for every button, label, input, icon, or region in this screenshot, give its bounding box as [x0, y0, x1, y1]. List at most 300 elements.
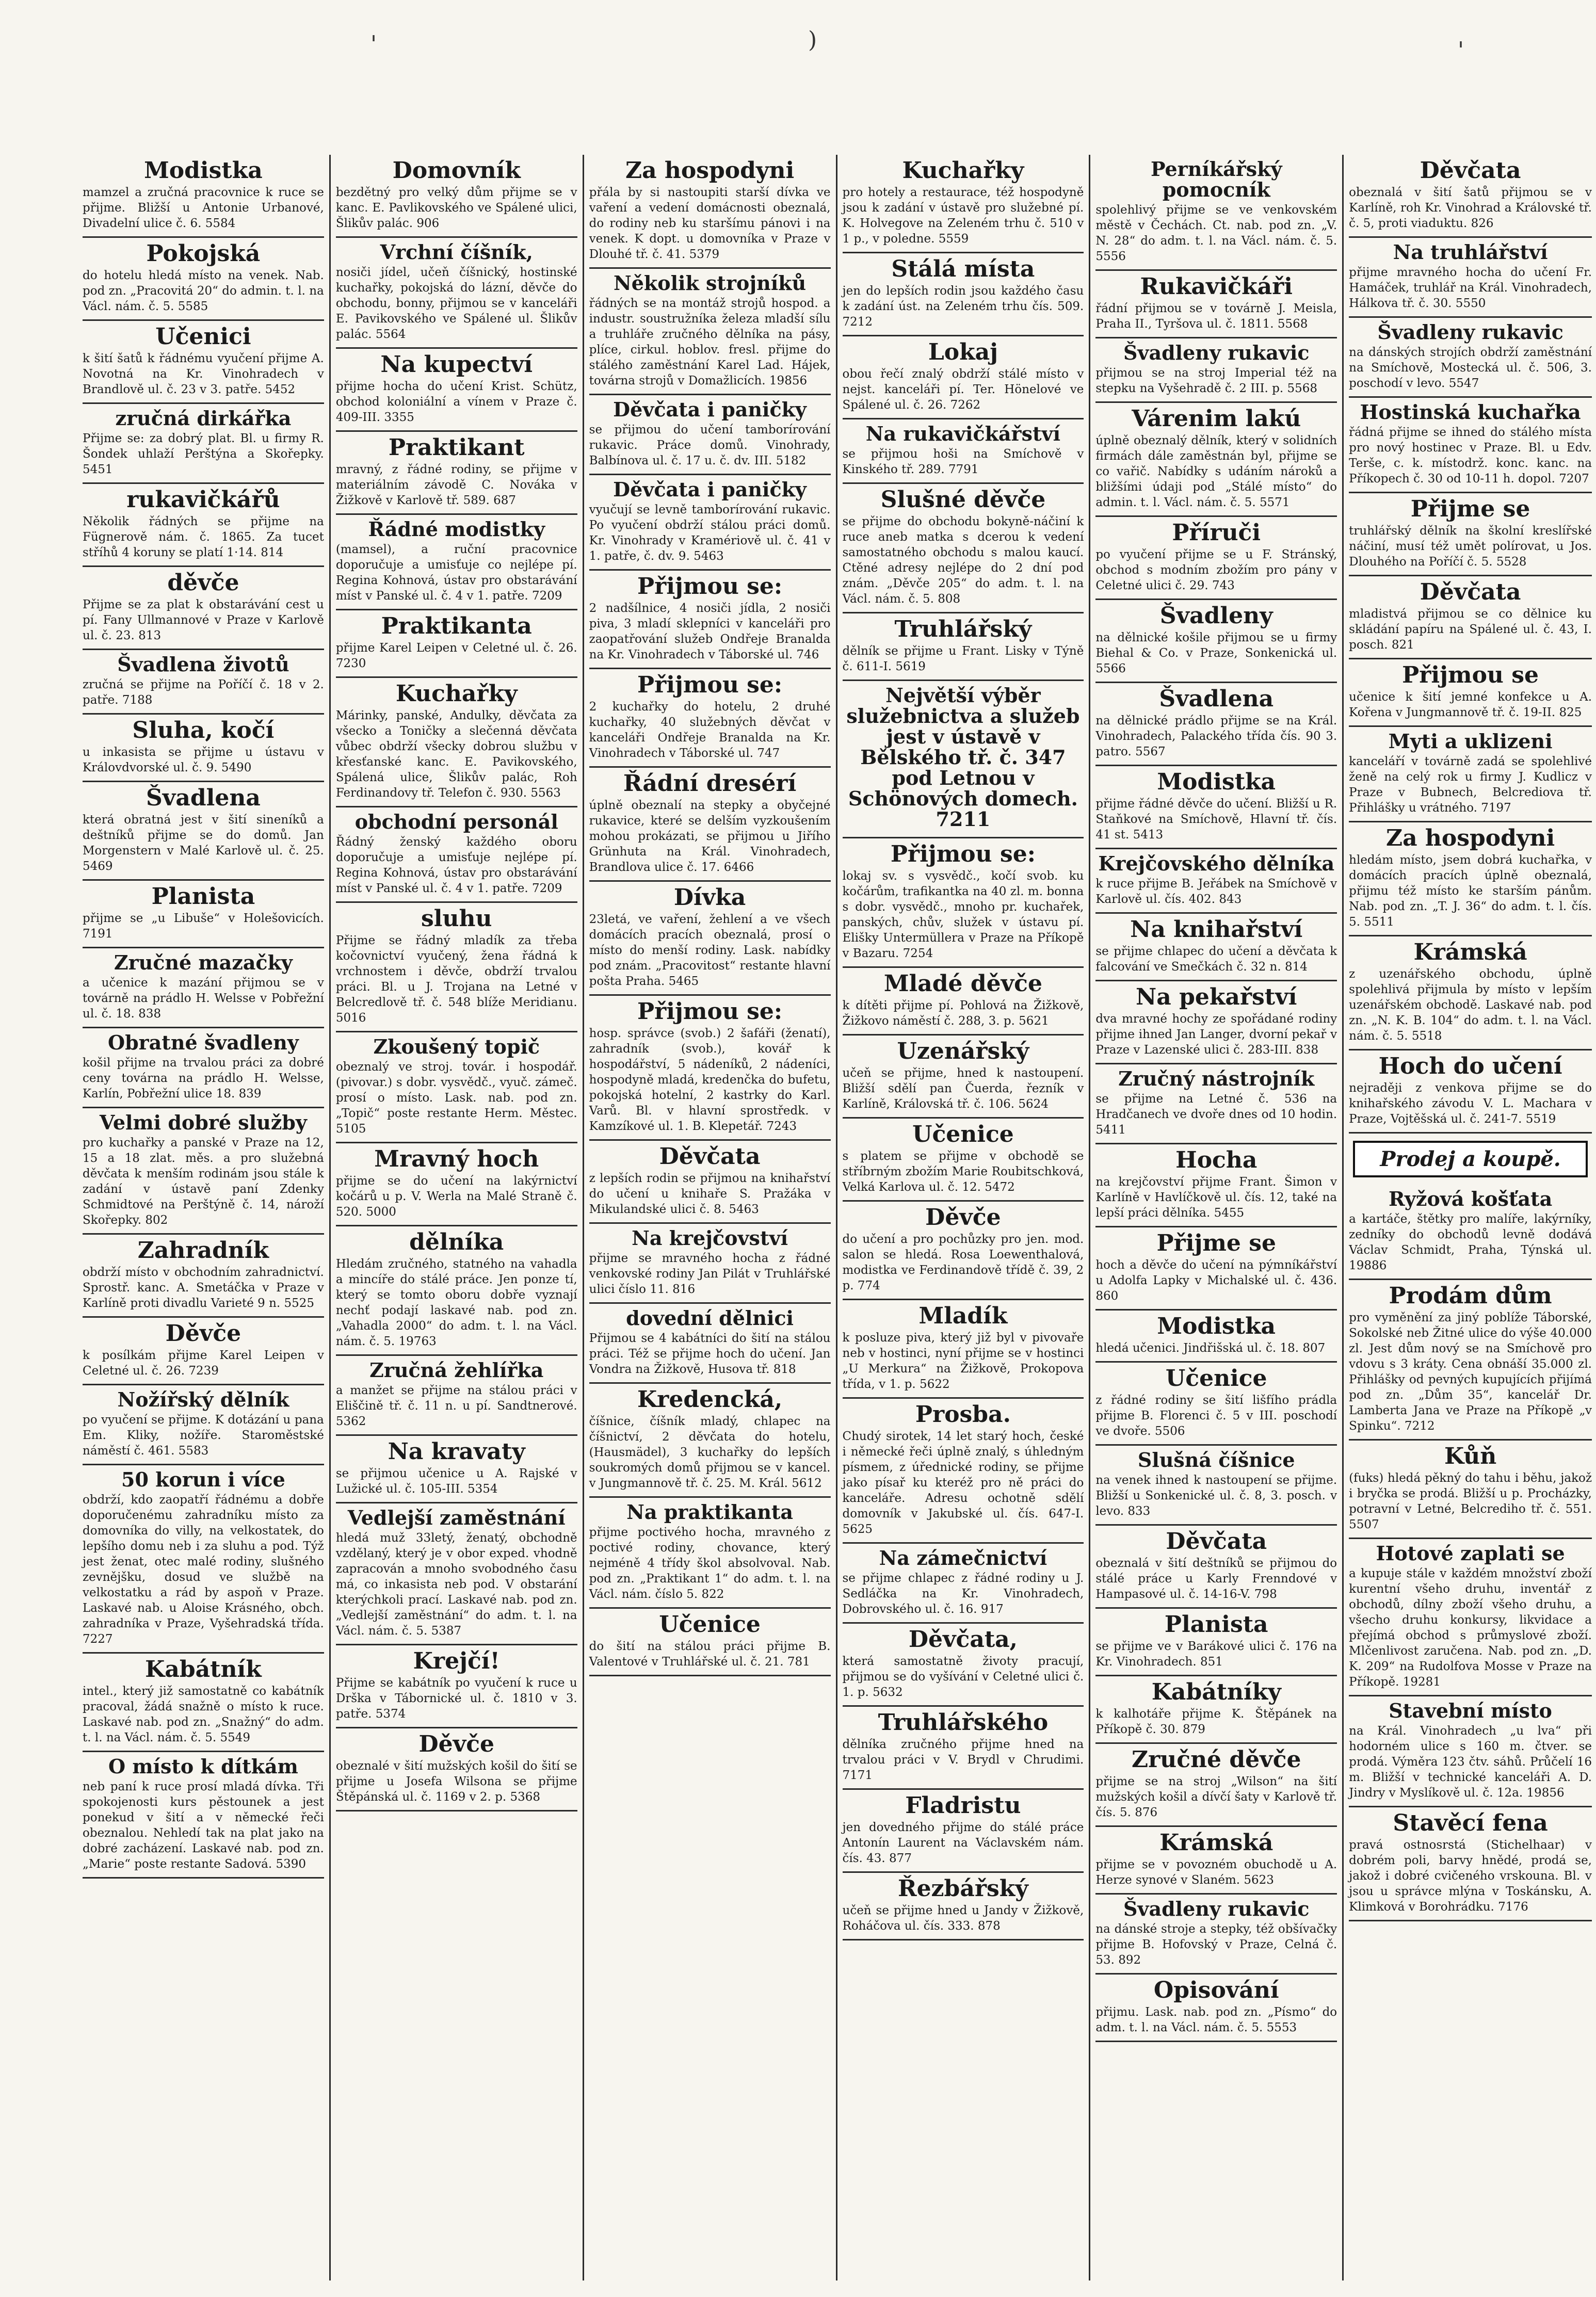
classified-ad	[83, 155, 324, 238]
classified-ad	[589, 269, 831, 395]
ad-title: Praktikant	[388, 434, 525, 461]
ad-title: Hostinská kuchařka	[1360, 400, 1581, 424]
classified-ad	[843, 484, 1084, 613]
ad-text: k kalhotáře přijme K. Štěpánek na Příkopě č. 30. 879	[1095, 1707, 1337, 1736]
ad-text: z lepších rodin se přijmou na knihařství do učení u knihaře S. Pražáka v Mikulandské ulici č. 8. 5463	[589, 1172, 831, 1216]
classified-ad	[1349, 1539, 1592, 1696]
classified-ad	[1095, 1827, 1337, 1895]
ad-text: učeň se přijme hned u Jandy v Žižkově, Roháčova ul. čís. 333. 878	[842, 1904, 1084, 1933]
classified-ad	[589, 475, 831, 571]
ad-text: Přijme se za plat k obstarávání cest u pí. Fany Ullmannové v Praze v Karlově ul. č. 23. 813	[83, 598, 324, 642]
ad-text: dva mravné hochy ze spořádané rodiny přijme ihned Jan Langer, dvorní pekař v Praze v Lazenské ulici č. 283-III. 838	[1095, 1012, 1337, 1057]
ad-text: přijme se do učení na lakýrnictví kočárů u p. V. Werla na Malé Straně č. 520. 5000	[335, 1174, 577, 1219]
classified-ad	[1095, 1064, 1337, 1144]
ad-title: Krámská	[1413, 939, 1527, 965]
classified-ad	[1095, 1311, 1337, 1363]
column-1	[77, 155, 331, 2280]
ad-text: se přijme chlapec do učení a děvčata k falcování ve Smečkách č. 32 n. 814	[1095, 945, 1337, 974]
classified-ad	[1095, 1526, 1337, 1609]
classified-ad	[843, 968, 1084, 1036]
ad-text: hosp. správce (svob.) 2 šafáři (ženatí), zahradník (svob.), kovář k hospodářství, 5 nádeníků, 2 nádeníci, hospodyně mladá, kredenčka do bufetu, pokojská hotelní, 2 kastrky do Karl. Varů. Bl. v hlavní sprostředk. v Kamzíkové ul. 1. B. Klepetář. 7243	[589, 1027, 831, 1133]
ad-title: Planista	[1164, 1611, 1268, 1638]
classified-ad	[1095, 981, 1337, 1064]
classified-ad	[843, 336, 1084, 419]
ad-text: obou řečí znalý obdrží stálé místo v nejst. kanceláři pí. Ter. Hönelové ve Spálené ul. č. 26. 7262	[842, 367, 1084, 412]
classified-ad	[336, 1645, 577, 1728]
ad-title: Přijmou se	[1402, 662, 1539, 688]
classified-ad	[843, 838, 1084, 968]
ad-text: pro hotely a restaurace, též hospodyně jsou k zadání v ústavě pro služebné pí. K. Holvegove na Zeleném trhu č. 510 v 1 p., v poledne. 5559	[842, 186, 1084, 246]
classified-ad	[1349, 1807, 1592, 1921]
classified-ad	[589, 155, 831, 269]
ad-text: obeznalá v šití deštníků se přijmou do stálé práce u Karly Frenndové v Hampasové ul. č. 14-16-V. 798	[1095, 1557, 1337, 1601]
ad-text: nosiči jídel, učeň číšnický, hostinské kuchařky, pokojská do lázní, děvče do obchodu, bonny, přijmou se v kanceláři E. Pavikovského ve Spálené ul. Šlikův palác. 5564	[335, 266, 577, 341]
classified-ad	[1349, 576, 1592, 659]
classified-columns	[77, 155, 1596, 2280]
ad-title: Kredencká,	[637, 1386, 783, 1413]
ad-text: Chudý sirotek, 14 let starý hoch, české i německé řeči úplně znalý, s úhledným písmem, z úřednické rodiny, se přijme jako písař ku kteréž pro ně práci do kanceláře. Adresu ochotně sdělí domovník v Jakubské ul. čís. 647-I. 5625	[842, 1430, 1084, 1536]
ad-text: na venek ihned k nastoupení se přijme. Bližší u Sonkenické ul. č. 8, 3. posch. v levo. 833	[1095, 1474, 1337, 1518]
ad-text: mamzel a zručná pracovnice k ruce se přijme. Bližší u Antonie Urbanové, Divadelní ulice č. 6. 5584	[83, 186, 324, 230]
classified-ad	[336, 1436, 577, 1503]
classified-ad	[1349, 1050, 1592, 1134]
ad-text: úplně obeznalý dělník, který v solidních firmách dále zaměstnán byl, přijme se co vařič. Nabídky s udáním nároků a bližšími údaji pod „Stálé místo“ do admin. t. l. Václ. nám. č. 5. 5571	[1095, 434, 1337, 509]
classified-ad	[1095, 1144, 1337, 1227]
ad-title: Za hospodyni	[625, 157, 795, 184]
ad-text: do šití na stálou práci přijme B. Valentové v Truhlářské ul. č. 21. 781	[589, 1640, 831, 1669]
column-2	[331, 155, 584, 2280]
ad-text: Přijme se řádný mladík za třeba kočovnictví vyučený, žena řádná k vrchnostem i děvče, obdrží trvalou práci. Bl. u J. Trojana na Letné v Belcredlově tř. č. 548 blíže Meridianu. 5016	[335, 934, 577, 1025]
classified-ad	[589, 1384, 831, 1498]
classified-ad	[336, 807, 577, 903]
ad-text: přijme hocha do učení Krist. Schütz, obchod koloniální a vínem v Praze č. 409-III. 3355	[335, 380, 577, 424]
ad-title: rukavičkářů	[126, 487, 280, 513]
ad-title: Děvče	[925, 1204, 1001, 1231]
ad-text: hledá učenici. Jindřišská ul. č. 18. 807	[1095, 1341, 1326, 1355]
ad-title: Mravný hoch	[374, 1146, 539, 1172]
ad-text: jen dovedného přijme do stálé práce Antonín Laurent na Václavském nám. čís. 43. 877	[842, 1821, 1084, 1865]
ad-title: Zručné děvče	[1131, 1746, 1301, 1773]
ad-text: na dělnické košile přijmou se u firmy Biehal & Co. v Praze, Sonkenická ul. 5566	[1095, 631, 1337, 675]
classified-ad	[83, 782, 324, 881]
ad-text: pro vyměnění za jiný poblíže Táborské, Sokolské neb Žitné ulice do výše 40.000 zl. Jest dům nový se na Smíchově pro vdovu s 3 kráty. Cena obnáší 35.000 zl. Přihlášky od pevných kupujících přijímá pod zn. „Dům 35“, kancelář Dr. Lamberta Jana ve Praze na Příkopě „v Spinku“. 7212	[1349, 1311, 1592, 1433]
classified-ad	[1095, 1227, 1337, 1311]
ad-text: na krejčovství přijme Frant. Šimon v Karlíně v Havlíčkově ul. čís. 12, také na lepší práci dělníka. 5455	[1095, 1175, 1337, 1220]
classified-ad	[843, 155, 1084, 253]
classified-ad	[589, 996, 831, 1141]
ad-title: Švadlena životů	[117, 653, 289, 676]
ad-title: Truhlářský	[894, 616, 1032, 642]
ad-text: přijme mravného hocha do učení Fr. Hamáček, truhlář na Král. Vinohradech, Hálkova tř. č. 30. 5550	[1349, 266, 1592, 310]
ad-title: Domovník	[392, 157, 521, 184]
ad-text: Řádný ženský každého oboru doporučuje a umisťuje nejlépe pí. Regina Kohnová, ústav pro obstarávání míst v Panské ul. č. 4 v 1. patře. 7209	[335, 835, 577, 895]
ad-title: Hoch do učení	[1378, 1053, 1562, 1079]
classified-ad	[1349, 318, 1592, 398]
ad-text: bezdětný pro velký dům přijme se v kanc. E. Pavlikovského ve Spálené ulici, Šlikův palác. 906	[335, 186, 577, 230]
ad-text: řádná přijme se ihned do stálého místa pro nový hostinec v Praze. Bl. u Edv. Terše, c. k. místodrž. konc. kanc. na Příkopech č. 30 od 10-11 h. dopol. 7207	[1349, 426, 1592, 486]
ad-title: Fladristu	[905, 1792, 1021, 1819]
ad-title: Zručný nástrojník	[1118, 1067, 1315, 1090]
ad-text: přijme řádné děvče do učení. Bližší u R. Staňkové na Smíchově, Hlavní tř. čís. 41 st. 5413	[1095, 797, 1337, 842]
classified-ad	[336, 678, 577, 807]
classified-ad	[336, 1226, 577, 1356]
ad-text: k posílkám přijme Karel Leipen v Celetné ul. č. 26. 7239	[83, 1349, 324, 1378]
ad-title: Velmi dobré služby	[99, 1111, 307, 1134]
ad-title: Mladé děvče	[883, 970, 1042, 997]
ad-title: Vrchní číšník,	[380, 240, 533, 264]
ad-title: Hocha	[1175, 1147, 1258, 1173]
classified-ad	[843, 613, 1084, 681]
ad-title: Slušné děvče	[880, 487, 1046, 513]
ad-title: Řezbářský	[898, 1875, 1028, 1902]
classified-ad	[336, 1356, 577, 1436]
top-mark-left: '	[370, 31, 377, 57]
ad-text: Přijme se: za dobrý plat. Bl. u firmy R. Šondek uhlaží Perštýna a Skořepky. 5451	[83, 432, 324, 476]
ad-text: Márinky, panské, Andulky, děvčata za všecko a Toničky a slečenná děvčata vůbec obdrží všecky dobrou službu v křesťanské kanc. E. Pavikovského, Spálená ulice, Šlikův palác, Roh Ferdinandovy tř. Telefon č. 930. 5563	[335, 709, 577, 800]
ad-text: přijme se mravného hocha z řádné venkovské rodiny Jan Pilát v Truhlářské ulici číslo 11. 816	[589, 1252, 831, 1296]
ad-text: do hotelu hledá místo na venek. Nab. pod zn. „Pracovitá 20“ do admin. t. l. na Václ. nám. č. 5. 5585	[83, 269, 324, 313]
ad-title: děvče	[167, 570, 239, 596]
classified-ad	[1095, 600, 1337, 683]
ad-text: hoch a děvče do učení na pýmníkářství u Adolfa Lapky v Michalské ul. č. 436. 860	[1095, 1258, 1337, 1303]
classified-ad	[843, 681, 1084, 838]
classified-ad	[843, 1119, 1084, 1202]
classified-ad	[1095, 271, 1337, 338]
ad-text: po vyučení se přijme. K dotázání u pana Em. Kliky, nožíře. Staroměstské náměstí č. 461. 5583	[83, 1413, 324, 1458]
classified-ad	[1349, 936, 1592, 1050]
ad-title: Děvčata	[1420, 157, 1521, 184]
ad-title: Ryžová košťata	[1388, 1187, 1553, 1210]
ad-title: Modistka	[1157, 769, 1276, 795]
ad-title: obchodní personál	[354, 810, 558, 833]
ad-title: Řádní dresérí	[623, 770, 797, 797]
classified-ad	[336, 238, 577, 349]
ad-title: dělníka	[409, 1229, 504, 1255]
ad-title: dovední dělnici	[626, 1306, 794, 1330]
ad-title: Učenice	[1165, 1365, 1267, 1392]
classified-ad	[843, 1544, 1084, 1624]
section-banner: Prodej a koupě.	[1353, 1141, 1588, 1177]
ad-title: Švadlena	[1159, 686, 1274, 712]
ad-text: z řádné rodiny se šití lišfího prádla přijme B. Florenci č. 5 v III. poschodí ve dvoře. 5506	[1095, 1394, 1337, 1438]
ad-text: s platem se přijme v obchodě se stříbrným zbožím Marie Roubitschková, Velká Karlova ul. č. 12. 5472	[842, 1150, 1084, 1194]
ad-title: Uzenářský	[897, 1038, 1029, 1064]
ad-title: Přijmou se:	[637, 573, 783, 600]
ad-title: Řádné modistky	[368, 517, 545, 541]
ad-title: Myti a uklizeni	[1388, 730, 1553, 753]
ad-title: Stavební místo	[1389, 1699, 1552, 1722]
ad-text: k posluze piva, který již byl v pivovaře neb v hostinci, nyní přijme se v hostinci „U Merkura“ na Žižkově, Prokopova třída, v 1. p. 5622	[842, 1331, 1084, 1391]
ad-title: Na truhlářství	[1393, 240, 1548, 264]
ad-text: po vyučení přijme se u F. Stránský, obchod s modním zbožím pro pány v Celetné ulici č. 29. 743	[1095, 548, 1337, 592]
ad-title: Perníkářský pomocník	[1150, 157, 1282, 201]
classified-ad	[1349, 1696, 1592, 1807]
ad-text: nejraději z venkova přijme se do knihařského závodu V. L. Machara v Praze, Vojtěšská ul. č. 241-7. 5519	[1349, 1081, 1592, 1126]
ad-title: Dívka	[673, 884, 746, 911]
ad-text: číšnice, číšník mladý, chlapec na číšnictví, 2 děvčata do hotelu, (Hausmädel), 3 kuchařky do lepších soukromých domů přijmou se v kancel. v Jungmannově tř. č. 25. M. Král. 5612	[589, 1415, 831, 1490]
ad-text: se přijme na Letné č. 536 na Hradčanech ve dvoře dnes od 10 hodin. 5411	[1095, 1092, 1337, 1137]
classified-ad	[589, 768, 831, 882]
ad-text: lokaj sv. s vysvědč., kočí svob. ku kočárům, trafikantka na 40 zl. m. bonna s dobr. vysvědč., mnoho pr. kuchařek, panských, chův, služek v ústavu pí. Elišky Untermüllera v Praze na Příkopě v Bazaru. 7254	[842, 869, 1084, 960]
ad-title: Švadleny	[1159, 603, 1273, 629]
ad-title: Několik strojníků	[614, 271, 807, 295]
classified-ad	[589, 571, 831, 669]
classified-ad	[1095, 914, 1337, 981]
ad-text: která samostatně životy pracují, přijmou se do vyšívání v Celetné ulici č. 1. p. 5632	[842, 1655, 1084, 1699]
ad-title: Stavěcí fena	[1393, 1810, 1548, 1836]
top-mark-center: )	[808, 27, 817, 53]
ad-text: učeň se přijme, hned k nastoupení. Bližší sdělí pan Čuerda, řezník v Karlíně, Královská tř. č. 106. 5624	[842, 1066, 1084, 1111]
ad-title: Krejčí!	[413, 1648, 500, 1674]
ad-title: Na knihařství	[1130, 916, 1303, 943]
ad-text: Přijmou se 4 kabátníci do šití na stálou práci. Též se přijme hoch do učení. Jan Vondra na Žižkově, Husova tř. 818	[589, 1332, 831, 1376]
ad-title: Sluha, kočí	[132, 717, 275, 743]
ad-title: Přijme se	[1156, 1230, 1277, 1256]
ad-title: Na krejčovství	[632, 1226, 788, 1250]
classified-ad	[589, 1498, 831, 1609]
ad-title: sluhu	[421, 905, 492, 932]
ad-title: Švadleny rukavic	[1377, 320, 1563, 344]
ad-title: Rukavičkáři	[1140, 273, 1293, 300]
ad-text: pro kuchařky a panské v Praze na 12, 15 a 18 zlat. měs. a pro služebná děvčata k menším rodinám jsou stále k zadání v ústavě paní Zdenky Schmidtové na Perštýně č. 14, nároží Skořepky. 802	[83, 1136, 324, 1227]
ad-title: Modistka	[144, 157, 263, 184]
ad-text: (fuks) hledá pěkný do tahu i běhu, jakož i bryčka se prodá. Bližší u p. Procházky, potravní v Letné, Belcrediho tř. č. 551. 5507	[1349, 1471, 1592, 1531]
column-3	[584, 155, 837, 2280]
ad-text: obeznalý ve stroj. továr. i hospodář. (pivovar.) s dobr. vysvědč., vyuč. zámeč. prosí o místo. Lask. nab. pod zn. „Topič“ poste restante Herm. Městec. 5105	[335, 1060, 577, 1136]
ad-title: Děvčata	[659, 1143, 761, 1170]
classified-ad	[1095, 766, 1337, 849]
ad-text: obeznalé v šití mužských košil do šití se přijme u Josefa Wilsona se přijme Štěpánská ul. č. 1169 v 2. p. 5368	[335, 1759, 577, 1804]
classified-ad	[83, 1028, 324, 1108]
ad-title: Praktikanta	[381, 613, 532, 639]
classified-ad	[843, 1624, 1084, 1707]
classified-ad	[589, 1224, 831, 1304]
ad-text: pravá ostnosrstá (Stichelhaar) v dobrém poli, barvy hnědé, prodá se, jakož i dobré cvičeného vrskouna. Bl. v jsou u správce mlýna v Toskánsku, A. Klimková v Borohrádku. 7176	[1349, 1838, 1592, 1914]
classified-ad	[83, 1465, 324, 1654]
ad-text: na dánských strojích obdrží zaměstnání na Smíchově, Mostecká ul. č. 506, 3. poschodí v levo. 5547	[1349, 346, 1592, 390]
ad-title: Na kupectví	[380, 351, 533, 378]
classified-ad	[589, 669, 831, 768]
ad-title: Švadleny rukavic	[1123, 341, 1310, 364]
ad-title: Prosba.	[915, 1401, 1011, 1428]
classified-ad	[1349, 822, 1592, 936]
classified-ad	[1095, 1895, 1337, 1975]
classified-ad	[1349, 238, 1592, 318]
ad-text: k ruce přijme B. Jeřábek na Smíchově v Karlově ul. čís. 402. 843	[1095, 877, 1337, 906]
classified-ad	[336, 1143, 577, 1226]
ad-title: Přijme se	[1410, 496, 1530, 522]
classified-ad	[83, 238, 324, 321]
ad-title: Děvčata i paničky	[613, 398, 807, 421]
ad-text: přijmu. Lask. nab. pod zn. „Písmo“ do adm. t. l. na Václ. nám. č. 5. 5553	[1095, 2005, 1337, 2034]
classified-ad	[843, 1399, 1084, 1544]
ad-text: spolehlivý přijme se ve venkovském městě v Čechách. Ct. nab. pod zn. „V. N. 28“ do adm. t. l. na Václ. nám. č. 5. 5556	[1095, 203, 1337, 263]
ad-text: (mamsel), a ruční pracovnice doporučuje a umisťuje co nejlépe pí. Regina Kohnová, ústav pro obstarávání míst v Panské ul. č. 4 v 1. patře. 7209	[335, 543, 577, 603]
ad-title: Přijmou se:	[637, 672, 783, 698]
ad-text: k dítěti přijme pí. Pohlová na Žižkově, Žižkovo náměstí č. 288, 3. p. 5621	[842, 999, 1084, 1028]
classified-ad	[1095, 683, 1337, 766]
classified-ad	[83, 650, 324, 715]
ad-title: Švadleny rukavic	[1123, 1897, 1310, 1920]
ad-title: Děvčata	[1420, 579, 1521, 605]
ad-text: intel., který již samostatně co kabátník pracoval, žádá snažně o místo k ruce. Laskavé nab. pod zn. „Snažný“ do adm. t. l. na Václ. nám. č. 5. 5549	[83, 1685, 324, 1744]
classified-ad	[1349, 659, 1592, 727]
classified-ad	[83, 567, 324, 650]
ad-title: Mladík	[918, 1303, 1008, 1329]
ad-text: vyučují se levně tamborírování rukavic. Po vyučení obdrží stálou práci domů. Kr. Vinohrady v Kramériově ul. č. 41 v 1. patře, č. dv. 9. 5463	[589, 503, 831, 563]
ad-title: Prodám dům	[1389, 1283, 1552, 1309]
ad-title: Várenim lakú	[1132, 406, 1301, 432]
classified-ad	[336, 610, 577, 678]
classified-ad	[336, 1032, 577, 1143]
ad-text: dělníka zručného přijme hned na trvalou práci v V. Brydl v Chrudimi. 7171	[842, 1738, 1084, 1782]
top-marks	[0, 0, 1596, 83]
classified-ad	[843, 253, 1084, 336]
ad-text: přijme se „u Libuše“ v Holešovicích. 7191	[83, 912, 324, 941]
classified-ad	[83, 404, 324, 484]
ad-title: Příruči	[1172, 520, 1261, 546]
ad-title: Zahradník	[137, 1237, 269, 1264]
ad-text: na dánské stroje a stepky, též obšívačky přijme B. Hofovský v Praze, Celná č. 53. 892	[1095, 1922, 1337, 1967]
ad-title: 50 korun i více	[121, 1468, 285, 1491]
ad-text: na dělnické prádlo přijme se na Král. Vinohradech, Palackého třída čís. 90 3. patro. 5567	[1095, 714, 1337, 758]
classified-ad	[1349, 1185, 1592, 1280]
ad-title: Slušná číšnice	[1137, 1448, 1295, 1471]
ad-text: přijme se v povozném obuchodě u A. Herze synové v Slaném. 5623	[1095, 1858, 1337, 1887]
classified-ad	[589, 395, 831, 475]
ad-text: se přijmou hoši na Smíchově v Kinského tř. 289. 7791	[842, 447, 1084, 476]
ad-text: k šití šatů k řádnému vyučení přijme A. Novotná na Kr. Vinohradech v Brandlově ul. č. 23 v 3. patře. 5452	[83, 352, 324, 396]
ad-title: Zručná žehlířka	[369, 1358, 544, 1382]
ad-text: řádných se na montáž strojů hospod. a industr. soustružníka železa mladší sílu a truhláře zručného dělníka na pásy, plíce, cirkul. hoblov. fresl. přijme do stálého zaměstnání Karel Lad. Hájek, továrna strojů v Domažlicích. 19856	[589, 297, 831, 387]
ad-title: zručná dirkářka	[115, 407, 292, 430]
ad-text: a učenice k mazání přijmou se v továrně na prádlo H. Welsse v Pobřežní ul. č. 18. 838	[83, 976, 324, 1021]
classified-ad	[843, 1873, 1084, 1940]
classified-ad	[83, 948, 324, 1028]
ad-title: Na kravaty	[388, 1438, 525, 1465]
ad-title: Vedlejší zaměstnání	[347, 1506, 566, 1529]
classified-ad	[843, 1036, 1084, 1119]
classified-ad	[83, 1235, 324, 1318]
ad-text: obdrží místo v obchodním zahradnictví. Sprostř. kanc. A. Smetáčka v Praze v Karlíně proti divadlu Varieté 9 n. 5525	[83, 1266, 324, 1310]
classified-ad	[843, 1300, 1084, 1399]
classified-ad	[83, 321, 324, 404]
ad-title: Děvče	[418, 1731, 494, 1757]
classified-ad	[336, 349, 577, 432]
classified-ad	[336, 1503, 577, 1645]
classified-ad	[1349, 1280, 1592, 1441]
classified-ad	[1095, 1609, 1337, 1676]
ad-title: Kabátníky	[1151, 1679, 1281, 1705]
ad-title: Na pekařství	[1136, 984, 1297, 1010]
ad-text: řádní přijmou se v továrně J. Meisla, Praha II., Tyršova ul. č. 1811. 5568	[1095, 302, 1337, 331]
ad-title: Lokaj	[928, 339, 998, 365]
ad-title: Zručné mazačky	[114, 951, 293, 974]
classified-ad	[1349, 493, 1592, 576]
classified-ad	[1095, 1446, 1337, 1526]
classified-ad	[1095, 1363, 1337, 1446]
ad-text: mladistvá přijmou se co dělnice ku skládání papíru na Spálené ul. č. 43, I. posch. 821	[1349, 607, 1592, 652]
ad-text: hledám místo, jsem dobrá kuchařka, v domácích pracích úplně obeznalá, přijmu též místo ke starším pánům. Nab. pod zn. „T. J. 36“ do adm. t. l. čís. 5. 5511	[1349, 853, 1592, 929]
ad-title: Učenice	[659, 1611, 761, 1638]
ad-text: 23letá, ve vaření, žehlení a ve všech domácích pracích obeznalá, prosí o místo do menší rodiny. Lask. nabídky pod znám. „Pracovitost“ restante hlavní pošta Praha. 5465	[589, 913, 831, 988]
classified-ad	[1349, 398, 1592, 493]
ad-text: přijmou se na stroj Imperial též na stepku na Vyšehradě č. 2 III. p. 5568	[1095, 366, 1337, 395]
ad-title: Modistka	[1157, 1313, 1276, 1339]
classified-ad	[1349, 727, 1592, 822]
ad-text: 2 kuchařky do hotelu, 2 druhé kuchařky, 40 služebných děvčat v kanceláři Ondřeje Branalda na Kr. Vinohradech v Táborské ul. 747	[589, 700, 831, 760]
classified-ad	[83, 1385, 324, 1465]
ad-title: Učenici	[155, 323, 251, 350]
ad-title: Krámská	[1159, 1830, 1273, 1856]
ad-text: jen do lepších rodin jsou každého času k zadání úst. na Zeleném trhu čís. 509. 7212	[842, 284, 1084, 329]
classified-ad	[589, 882, 831, 996]
ad-text: do učení a pro pochůzky pro jen. mod. salon se hledá. Rosa Loewenthalová, modistka ve Ferdinandově třídě č. 39, 2 p. 774	[842, 1233, 1084, 1292]
ad-title: Hotové zaplati se	[1376, 1542, 1565, 1565]
classified-ad	[1095, 1975, 1337, 2042]
ad-text: na Král. Vinohradech „u lva“ při hodorném ulice s 160 m. čtver. se prodá. Výměra 123 čtv. sáhů. Průčelí 16 m. Bližší v technické kanceláři A. D. Jindry v Myslíkově ul. č. 12a. 19856	[1349, 1724, 1592, 1800]
ad-text: se přijme ve v Barákové ulici č. 176 na Kr. Vinohradech. 851	[1095, 1640, 1337, 1669]
ad-title: Na rukavičkářství	[865, 422, 1061, 445]
classified-ad	[83, 715, 324, 782]
classified-ad	[336, 1728, 577, 1811]
ad-title: Pokojská	[146, 240, 261, 267]
classified-ad	[589, 1141, 831, 1224]
ad-title: Stálá místa	[891, 256, 1035, 282]
classified-ad	[336, 155, 577, 238]
classified-ad	[1349, 1441, 1592, 1539]
ad-text: kanceláří v továrně zadá se spolehlivé ženě na celý rok u firmy J. Kudlicz v Praze v Bubnech, Belcrediova tř. Přihlášky u vrátného. 7197	[1349, 755, 1592, 815]
ad-title: Děvčata,	[908, 1626, 1018, 1653]
ad-text: a kupuje stále v každém množství zboží kurentní všeho druhu, inventář z obchodů, dílny zboží všeho druhu, a všecho druhu konkursy, likvidace a přejímá obchod s průmyslové zboží. Mlčenlivost zaručena. Nab. pod zn. „D. K. 209“ na Rudolfova Mosse v Praze na Příkopě. 19281	[1349, 1567, 1592, 1689]
ad-title: Nožířský dělník	[117, 1388, 289, 1411]
classified-ad	[83, 1654, 324, 1752]
classified-ad	[843, 419, 1084, 484]
ad-text: zručná se přijme na Poříčí č. 18 v 2. patře. 7188	[83, 678, 324, 707]
classified-ad	[589, 1304, 831, 1384]
classified-ad	[1349, 155, 1592, 238]
ad-text: přijme se na stroj „Wilson“ na šití mužských košil a dívčí šaty v Karlově tř. čís. 5. 876	[1095, 1775, 1337, 1819]
classified-ad	[336, 515, 577, 610]
ad-title: Kabátník	[145, 1656, 262, 1683]
classified-ad	[83, 1318, 324, 1385]
ad-title: Kuchařky	[902, 157, 1024, 184]
ad-text: u inkasista se přijme u ústavu v Královdvorské ul. č. 9. 5490	[83, 746, 324, 774]
ad-title: Kůň	[1444, 1443, 1497, 1469]
classified-ad	[83, 1752, 324, 1879]
ad-text: obdrží, kdo zaopatří řádnému a dobře doporučenému zahradníku místo za domovníka do villy, na velkostatek, do lepšího domu neb i za sluhu a pod. Týž jest ženat, otec malé rodiny, slušného zevnějšku, dosud ve službě na velkostatku a rád by aspoň v Praze. Laskavé nab. u Aloise Krásného, obch. zahradníka v Praze, Vyšehradská třída. 7227	[83, 1493, 324, 1646]
ad-title: Na zámečnictví	[879, 1546, 1047, 1570]
column-5	[1090, 155, 1344, 2280]
ad-title: Děvčata	[1166, 1528, 1267, 1555]
classified-ad	[336, 432, 577, 515]
classified-ad	[843, 1202, 1084, 1300]
ad-text: z uzenářského obchodu, úplně spolehlivá přijmula by místo v lepším uzenářském obchodě. Laskavé nab. pod zn. „N. K. B. 104“ do adm. t. l. na Václ. nám. č. 5. 5518	[1349, 967, 1592, 1043]
ad-title: Přijmou se:	[890, 841, 1036, 867]
ad-text: Přijme se kabátník po vyučení k ruce u Drška v Tábornické ul. č. 1810 v 3. patře. 5374	[335, 1676, 577, 1721]
classified-ad	[1095, 1676, 1337, 1744]
column-6	[1344, 155, 1596, 2280]
classified-ad	[843, 1707, 1084, 1790]
classified-ad	[1095, 517, 1337, 600]
classified-ad	[83, 484, 324, 567]
classified-ad	[1095, 155, 1337, 271]
ad-title: Krejčovského dělníka	[1098, 852, 1335, 875]
ad-text: Hledám zručného, statného na vahadla a mincíře do stálé práce. Jen ponze tí, který se tomto oboru dobře vyznají nechť podají laskavé nab. pod zn. „Vahadla 2000“ do adm. t. l. na Václ. nám. č. 5. 19763	[335, 1257, 577, 1348]
ad-text: mravný, z řádné rodiny, se přijme v materiálním závodě C. Nováka v Žižkově v Karlově tř. 589. 687	[335, 463, 577, 507]
ad-title: Kuchařky	[395, 681, 518, 707]
classified-ad	[1095, 849, 1337, 914]
